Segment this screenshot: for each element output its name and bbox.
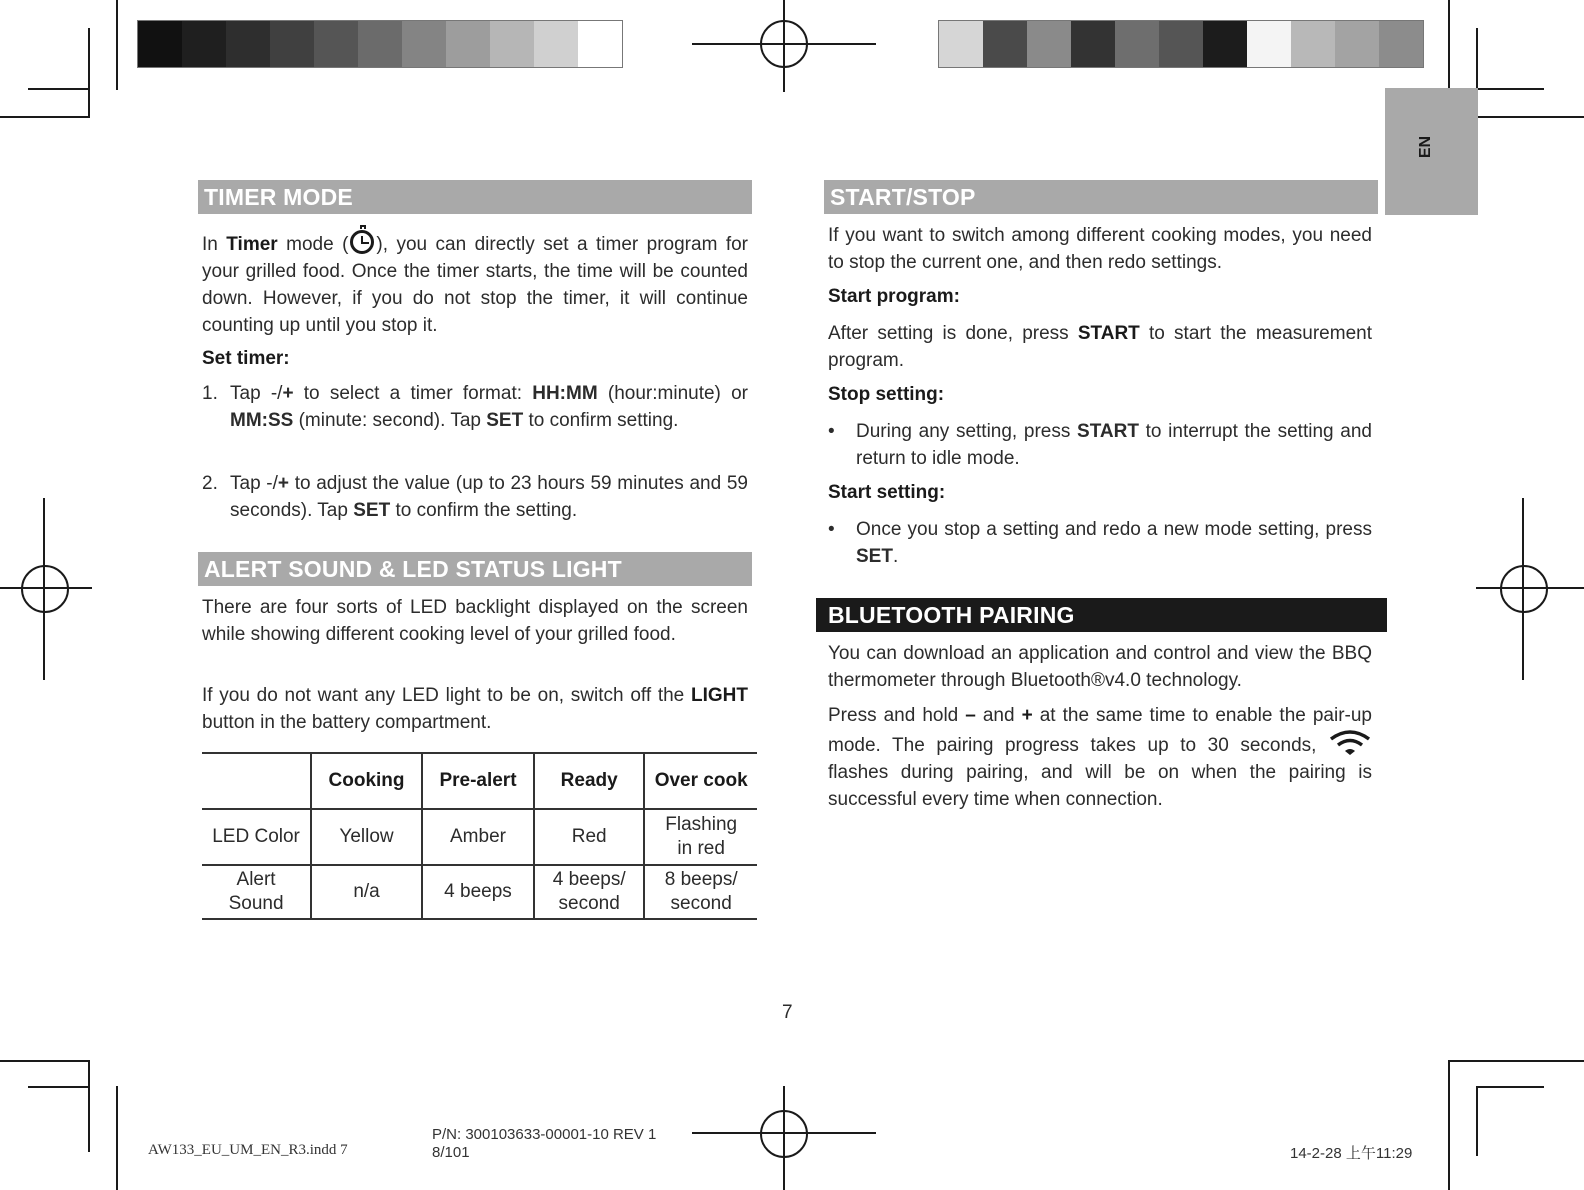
table-cell: LED Color bbox=[202, 809, 311, 865]
table-cell: Alert Sound bbox=[202, 865, 311, 919]
color-swatch bbox=[1379, 21, 1423, 67]
table-header-cell bbox=[202, 753, 311, 809]
table-cell: Yellow bbox=[311, 809, 422, 865]
color-swatch bbox=[1203, 21, 1247, 67]
bluetooth-para-1: You can download an application and control and view the BBQ thermometer through Bluetooth®v4.0 technology. bbox=[828, 643, 1372, 691]
table-cell: 4 beeps/ second bbox=[534, 865, 644, 919]
table-header-cell: Over cook bbox=[654, 770, 748, 791]
color-swatch bbox=[446, 21, 490, 67]
table-header-cell: Cooking bbox=[311, 753, 422, 809]
table-cell: 8 beeps/ second bbox=[644, 865, 757, 919]
crop-mark bbox=[116, 1086, 118, 1190]
table-row bbox=[202, 865, 757, 919]
wifi-icon bbox=[1328, 729, 1372, 755]
color-swatch bbox=[314, 21, 358, 67]
color-swatch bbox=[358, 21, 402, 67]
table-row bbox=[202, 809, 757, 865]
registration-mark-left bbox=[0, 498, 92, 680]
crop-mark bbox=[28, 88, 90, 90]
crop-mark bbox=[0, 116, 90, 118]
color-swatch bbox=[578, 21, 622, 67]
table-header-row bbox=[202, 753, 757, 809]
set-timer-subheading: Set timer: bbox=[202, 348, 290, 369]
start-setting-item: • Once you stop a setting and redo a new mode setting, press SET. bbox=[828, 519, 1372, 567]
color-swatch bbox=[402, 21, 446, 67]
footer-date: 14-2-28 上午11:29 bbox=[1290, 1145, 1413, 1162]
footer-part-number: P/N: 300103633-00001-10 REV 1 8/101 bbox=[432, 1126, 657, 1161]
table-header-cell: Pre-alert bbox=[422, 753, 534, 809]
registration-mark-top bbox=[692, 0, 876, 92]
color-swatch bbox=[138, 21, 182, 67]
color-swatch bbox=[1027, 21, 1071, 67]
color-calibration-bar-right bbox=[938, 20, 1424, 68]
color-swatch bbox=[270, 21, 314, 67]
table-cell: Flashing in red bbox=[644, 809, 757, 865]
start-setting-subheading: Start setting: bbox=[828, 482, 946, 503]
footer-filename: AW133_EU_UM_EN_R3.indd 7 bbox=[148, 1142, 348, 1158]
stop-setting-item: • During any setting, press START to interrupt the setting and return to idle mode. bbox=[828, 421, 1372, 469]
language-tab bbox=[1385, 88, 1478, 215]
crop-mark bbox=[88, 1060, 90, 1152]
color-swatch bbox=[1247, 21, 1291, 67]
color-swatch bbox=[1291, 21, 1335, 67]
alert-para-1: There are four sorts of LED backlight displayed on the screen while showing different cooking level of your grilled food. bbox=[202, 597, 748, 645]
registration-mark-right bbox=[1476, 498, 1584, 680]
alert-para-2: If you do not want any LED light to be on, switch off the LIGHT button in the battery compartment. bbox=[202, 685, 748, 733]
color-swatch bbox=[1335, 21, 1379, 67]
table-cell: 4 beeps bbox=[422, 865, 534, 919]
crop-mark bbox=[1476, 1086, 1478, 1156]
crop-mark bbox=[116, 0, 118, 90]
start-stop-intro: If you want to switch among different cooking modes, you need to stop the current one, and then redo settings. bbox=[828, 225, 1372, 273]
color-calibration-bar-left bbox=[137, 20, 623, 68]
color-swatch bbox=[226, 21, 270, 67]
timer-step-1: 1. Tap -/+ to select a timer format: HH:MM (hour:minute) or MM:SS (minute: second). Tap SET to confirm setting. bbox=[202, 383, 748, 431]
color-swatch bbox=[983, 21, 1027, 67]
bluetooth-heading: BLUETOOTH PAIRING bbox=[816, 598, 1387, 632]
table-cell: Red bbox=[534, 809, 644, 865]
registration-mark-bottom bbox=[692, 1086, 876, 1190]
color-swatch bbox=[490, 21, 534, 67]
start-program-text: After setting is done, press START to start the measurement program. bbox=[828, 323, 1372, 371]
color-swatch bbox=[939, 21, 983, 67]
crop-mark bbox=[88, 28, 90, 118]
table-cell: n/a bbox=[311, 865, 422, 919]
crop-mark bbox=[1476, 88, 1544, 90]
crop-mark bbox=[1476, 116, 1584, 118]
timer-mode-intro: In Timer mode ( ), you can directly set a timer program for your grilled food. Once the timer starts, the time will be counted down. However, if you do not stop the timer, it will continue counting up until you stop it. bbox=[202, 230, 748, 339]
crop-mark bbox=[1448, 1060, 1450, 1190]
alert-sound-heading: ALERT SOUND & LED STATUS LIGHT bbox=[198, 552, 752, 586]
timer-mode-heading: TIMER MODE bbox=[198, 180, 752, 214]
color-swatch bbox=[182, 21, 226, 67]
crop-mark bbox=[0, 1060, 90, 1062]
color-swatch bbox=[534, 21, 578, 67]
start-stop-heading: START/STOP bbox=[824, 180, 1378, 214]
color-swatch bbox=[1115, 21, 1159, 67]
language-tab-label: EN bbox=[1417, 135, 1435, 159]
stop-setting-subheading: Stop setting: bbox=[828, 384, 945, 405]
color-swatch bbox=[1071, 21, 1115, 67]
page-number: 7 bbox=[782, 1002, 793, 1023]
crop-mark bbox=[1448, 1060, 1584, 1062]
color-swatch bbox=[1159, 21, 1203, 67]
crop-mark bbox=[1476, 1086, 1544, 1088]
led-status-table bbox=[202, 752, 757, 920]
bluetooth-para-2: Press and hold – and + at the same time to enable the pair-up mode. The pairing progress takes up to 30 seconds, flashes during pairing, and will be on when the pairing is successful every time when connection. bbox=[828, 705, 1372, 810]
start-program-subheading: Start program: bbox=[828, 286, 960, 307]
crop-mark bbox=[28, 1086, 90, 1088]
timer-step-2: 2. Tap -/+ to adjust the value (up to 23 hours 59 minutes and 59 seconds). Tap SET to confirm the setting. bbox=[202, 473, 748, 521]
timer-icon bbox=[350, 230, 374, 254]
table-header-cell: Ready bbox=[534, 753, 644, 809]
table-cell: Amber bbox=[422, 809, 534, 865]
